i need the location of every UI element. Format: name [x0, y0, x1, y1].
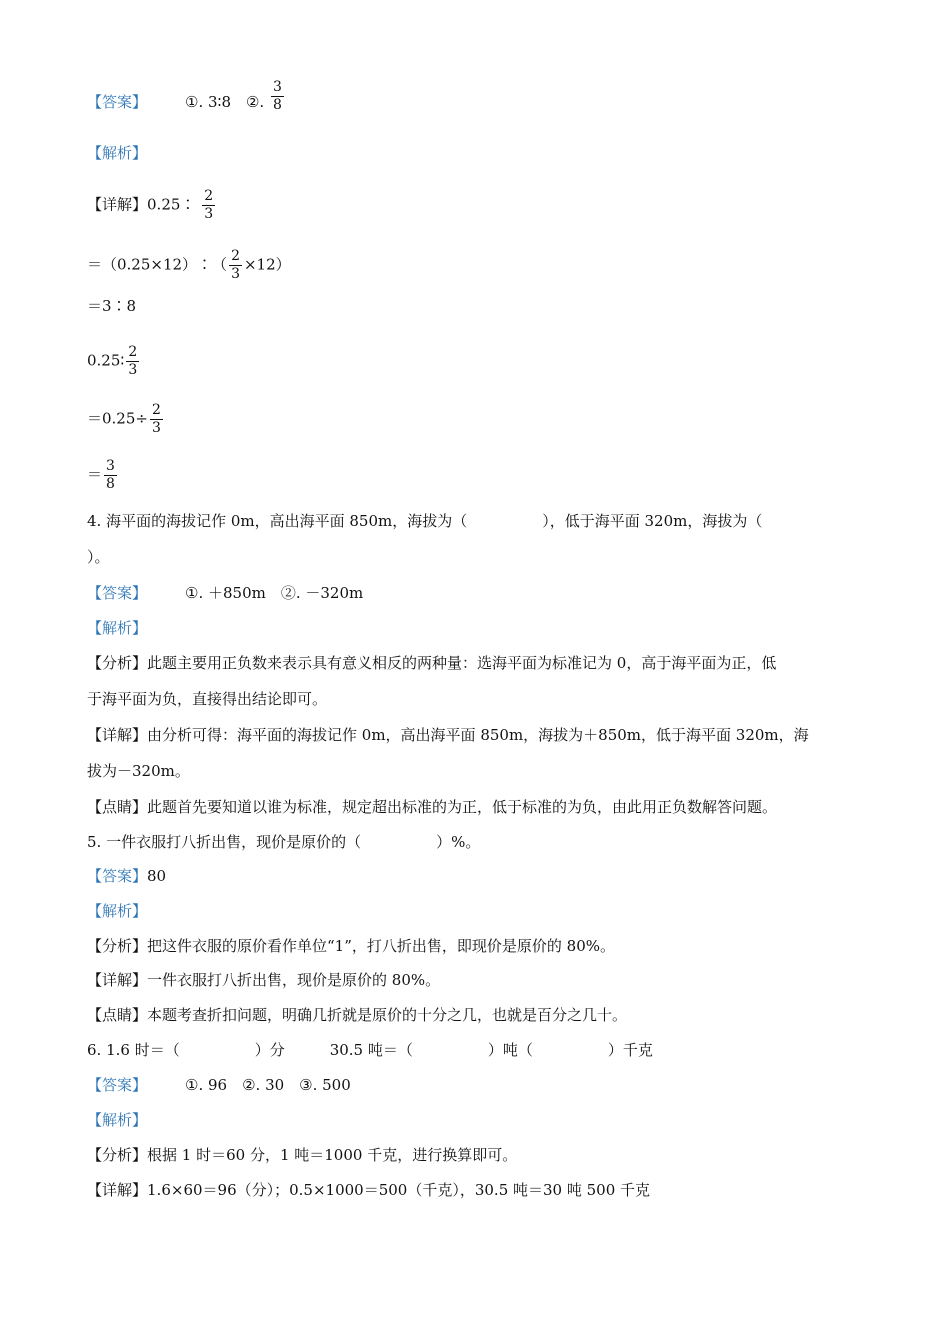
- q3-detail-line-3: ＝3∶8: [87, 297, 137, 315]
- q4-question-line-1: 4. 海平面的海拔记作 0m，高出海平面 850m，海拔为（ ），低于海平面 320m，海拔为（: [87, 512, 763, 530]
- q5-answer-line: [87, 866, 166, 886]
- answer-label: 【答案】: [87, 93, 148, 111]
- q3-detail-line-1: 【详解】0.25∶ $\frac{2}{3}$: [87, 188, 214, 222]
- answer-label: 【答案】: [87, 867, 148, 885]
- fraction-3-8: $\frac{3}{8}$: [106, 458, 115, 492]
- q4-analysis-label: 【解析】: [87, 619, 148, 637]
- q6-question: 6. 1.6 时＝（ ）分 30.5 吨＝（ ）吨（ ）千克: [87, 1041, 653, 1059]
- fraction-2-3: $\frac{2}{3}$: [204, 188, 214, 222]
- q3-detail-line-2: ＝（0.25×12）∶（ $\frac{2}{3}$ ×12）: [87, 248, 291, 282]
- fraction-2-3: $\frac{2}{3}$: [151, 402, 161, 436]
- q6-detail-line: 【详解】1.6×60＝96（分）；0.5×1000＝500（千克），30.5 吨＝30 吨 500 千克: [87, 1181, 651, 1199]
- q4-question-line-2: ）。: [87, 548, 110, 566]
- detail-label: 【详解】: [87, 195, 148, 214]
- q5-analysis-label: 【解析】: [87, 902, 148, 920]
- q5-comment-line: 【点睛】本题考查折扣问题，明确几折就是原价的十分之几，也就是百分之几十。: [87, 1006, 628, 1024]
- q6-answer: ①. 96 ②. 30 ③. 500: [185, 1076, 351, 1094]
- q5-fenxi-line: 【分析】把这件衣服的原价看作单位“1”，打八折出售，即现价是原价的 80%。: [87, 937, 616, 955]
- fraction-2-3: $\frac{2}{3}$: [231, 248, 240, 282]
- q4-detail-line-1: 【详解】由分析可得：海平面的海拔记作 0m，高出海平面 850m，海拔为＋850m，低于海平面 320m，海: [87, 726, 809, 744]
- q4-fenxi-line-1: 【分析】此题主要用正负数来表示具有意义相反的两种量：选海平面为标准记为 0，高于海平面为正，低: [87, 654, 777, 672]
- q4-fenxi-line-2: 于海平面为负，直接得出结论即可。: [87, 690, 328, 708]
- q3-detail-line-5: ＝0.25÷ $\frac{2}{3}$: [87, 402, 161, 436]
- q4-detail-line-2: 拔为－320m。: [87, 762, 190, 780]
- q5-answer: 80: [147, 867, 167, 885]
- q6-answer-line: [87, 1075, 351, 1095]
- q4-comment-line: 【点睛】此题首先要知道以谁为标准，规定超出标准的为正，低于标准的为负，由此用正负数解答问题。: [87, 798, 778, 816]
- q3-answer-fraction: $\frac{3}{8}$: [273, 78, 282, 113]
- q3-analysis-label: 【解析】: [87, 144, 148, 162]
- answer-label: 【答案】: [87, 1076, 148, 1094]
- q3-detail-line-6: ＝ $\frac{3}{8}$: [87, 458, 115, 492]
- fraction-2-3: $\frac{2}{3}$: [128, 344, 138, 378]
- q4-answer-line: [87, 583, 363, 603]
- answer-label: 【答案】: [87, 584, 148, 602]
- q5-question: 5. 一件衣服打八折出售，现价是原价的（ ）%。: [87, 833, 481, 851]
- q3-detail-line-4: 0.25∶ $\frac{2}{3}$: [87, 344, 138, 378]
- q3-answer-line: [87, 78, 286, 114]
- q4-answer: ①. ＋850m ②. －320m: [185, 584, 364, 602]
- q3-answer: ①. 3∶8 ②.: [185, 93, 265, 111]
- q6-fenxi-line: 【分析】根据 1 时＝60 分，1 吨＝1000 千克，进行换算即可。: [87, 1146, 518, 1164]
- q5-detail-line: 【详解】一件衣服打八折出售，现价是原价的 80%。: [87, 971, 441, 989]
- q6-analysis-label: 【解析】: [87, 1111, 148, 1129]
